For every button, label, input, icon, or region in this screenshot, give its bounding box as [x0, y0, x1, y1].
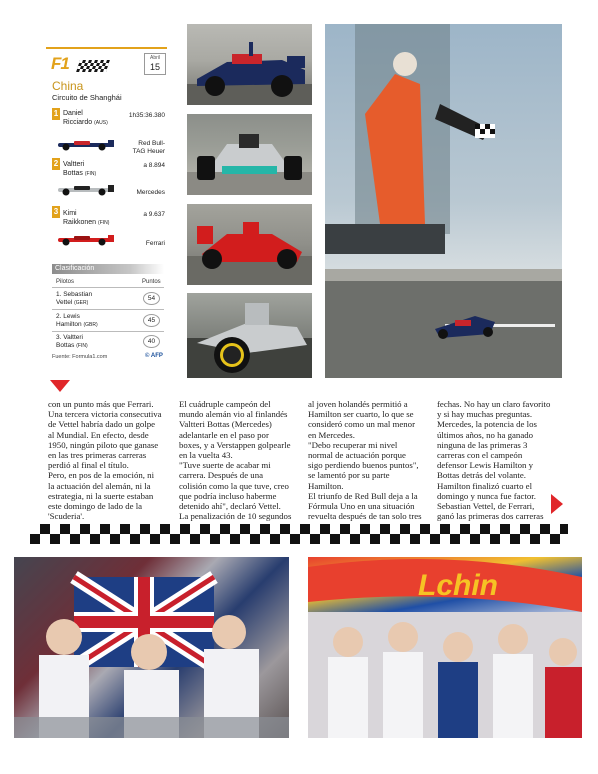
mercedes-car-photo	[187, 114, 312, 195]
standing-name-line1: 2. Lewis	[56, 313, 80, 320]
drivers-column-header: Pilotos	[56, 279, 75, 285]
article-line: La penalización de 10 segundos	[179, 511, 292, 522]
article-line: Hamilton ser cuarto, lo que se	[308, 409, 414, 420]
podium-team-1	[133, 140, 165, 156]
article-line: domingo y nunca fue factor.	[437, 490, 536, 501]
article-line: ninguna de las primeras 3	[437, 439, 528, 450]
article-line: consideró como un mal menor	[308, 419, 416, 430]
article-line: estrategia, ni la suerte estaban	[48, 490, 154, 501]
podium-time-1: 1h35:36.380	[128, 112, 165, 119]
article-line: con un punto más que Ferrari.	[48, 399, 154, 409]
podium-time-2: a 8.894	[143, 162, 165, 169]
standing-nationality: (GBR)	[83, 322, 98, 328]
article-line: boxes, y a Verstappen golpearle	[179, 439, 291, 450]
driver-last-name: Raikkonen	[63, 219, 97, 226]
date-badge	[144, 53, 166, 75]
podium-team-3: Ferrari	[145, 240, 165, 247]
podium-driver-2	[63, 160, 96, 179]
article-line: "Tuve suerte de acabar mi	[179, 460, 271, 471]
driver-first-name: Daniel	[63, 110, 83, 117]
standing-name-line2: Bottas	[56, 342, 75, 349]
standing-nationality: (GER)	[74, 300, 89, 306]
driver-first-name: Kimi	[63, 210, 77, 217]
standing-name-line1: 3. Valtteri	[56, 334, 83, 341]
podium-position-1: 1	[53, 109, 59, 118]
article-line: este domingo de lado de la	[48, 500, 143, 511]
standings-driver-2	[56, 313, 98, 329]
podium-driver-3	[63, 209, 109, 228]
ferrari-car-icon	[54, 232, 118, 246]
driver-last-name: Ricciardo	[63, 119, 93, 126]
article-line: de Vettel habría dado un golpe	[48, 419, 156, 430]
article-line: fechas. No hay un claro favorito	[437, 399, 551, 409]
article-line: 1950, ningún piloto que ganase	[48, 439, 159, 450]
standing-name-line2: Hamilton	[56, 321, 82, 328]
article-line: Fórmula Uno en una situación	[308, 500, 415, 511]
standings-driver-3	[56, 334, 88, 350]
fans-banner-text: Lchin	[418, 569, 498, 602]
article-line: se lamentó por su parte	[308, 470, 390, 481]
article-line: últimos años, no ha ganado	[437, 429, 534, 440]
divider	[52, 287, 164, 288]
article-line: Mercedes, la potencia de los	[437, 419, 537, 430]
article-line: Una tercera victoria consecutiva	[48, 409, 162, 420]
fans-photo-right	[308, 557, 582, 738]
arrow-down-icon	[50, 380, 70, 392]
driver-last-name: Bottas	[63, 170, 83, 177]
article-line: El cuádruple campeón del	[179, 399, 271, 409]
article-line: en las tres primeras carreras	[48, 449, 147, 460]
accent-line	[46, 47, 167, 49]
standing-name-line1: 1. Sebastian	[56, 291, 93, 298]
article-line: que podría incluso haberme	[179, 490, 277, 501]
article-column-2	[179, 399, 291, 521]
standing-name-line2: Vettel	[56, 299, 73, 306]
standings-points-2: 45	[143, 314, 160, 327]
article-line: El triunfo de Red Bull deja a la	[308, 490, 418, 501]
article-line: mundo alemán vio al finlandés	[179, 409, 288, 420]
article-line: carrera. Después de una	[179, 470, 264, 481]
article-line: adelantarle en el paso por	[179, 429, 269, 440]
article-line: "Debo recuperar mi nivel	[308, 439, 398, 450]
article-line: Sebastian Vettel, de Ferrari,	[437, 500, 535, 511]
article-line: al Mundial. En efecto, desde	[48, 429, 149, 440]
driver-nationality: (AUS)	[94, 120, 108, 126]
article-line: Hamilton finalizó cuarto el	[437, 480, 533, 491]
article-line: perdió al final el título.	[48, 460, 129, 471]
agency-logo: © AFP	[145, 353, 163, 359]
driver-nationality: (FIN)	[98, 220, 110, 226]
checkered-divider	[30, 524, 568, 544]
driver-nationality: (FIN)	[84, 171, 97, 177]
podium-position-3: 3	[53, 207, 59, 216]
race-country: China	[52, 79, 84, 93]
source-credit: Fuente: Formula1.com	[52, 354, 108, 360]
divider	[52, 309, 164, 310]
classification-header: Clasificación	[52, 264, 164, 274]
points-column-header: Puntos	[142, 279, 161, 285]
article-column-4	[437, 399, 550, 521]
race-circuit: Circuito de Shanghái	[52, 93, 122, 102]
article-line: colisión como la que tuve, creo	[179, 480, 289, 491]
finish-line-photo	[325, 24, 562, 378]
article-line: carreras con el campeón	[437, 449, 523, 460]
article-line: normal de actuación porque	[308, 449, 406, 460]
article-line: Hamilton.	[308, 480, 344, 491]
podium-team-2: Mercedes	[136, 189, 165, 196]
date-day: 15	[149, 62, 160, 72]
redbull-car-icon	[54, 137, 118, 151]
f1-logo-text: F1	[51, 54, 69, 73]
hamilton-car-photo	[187, 293, 312, 378]
checkered-flag-icon	[76, 60, 110, 72]
f1-logo	[51, 56, 111, 76]
article-line: 'Scuderia'.	[48, 511, 85, 522]
arrow-right-icon[interactable]	[551, 494, 563, 514]
fans-photo-left	[14, 557, 289, 738]
article-column-3	[308, 399, 422, 521]
podium-time-3: a 9.637	[143, 211, 165, 218]
article-line: la actuación del alemán, ni la	[48, 480, 151, 491]
date-month: Abril	[149, 55, 160, 61]
standings-points-3: 40	[143, 335, 160, 348]
article-line: al joven holandés permitió a	[308, 399, 408, 409]
article-line: Bottas detrás del volante.	[437, 470, 526, 481]
podium-position-2: 2	[53, 159, 59, 168]
team-name-line2: TAG Heuer	[132, 148, 165, 155]
article-line: Valtteri Bottas (Mercedes)	[179, 419, 272, 430]
redbull-car-photo	[187, 24, 312, 105]
article-line: sigo perdiendo buenos puntos",	[308, 460, 419, 471]
article-line: en Mercedes.	[308, 429, 355, 440]
article-line: y si hay muchas preguntas.	[437, 409, 533, 420]
article-line: Pero, en pos de la emoción, ni	[48, 470, 155, 481]
article-line: revuelta después de tan solo tres	[308, 511, 422, 522]
agency-name: AFP	[150, 353, 163, 359]
standing-nationality: (FIN)	[76, 343, 88, 349]
article-line: defensor Lewis Hamilton y	[437, 460, 534, 471]
article-line: en la vuelta 43.	[179, 449, 233, 460]
article-line: ganó las primeras dos carreras	[437, 511, 544, 522]
team-name-line1: Red Bull-	[138, 140, 165, 147]
article-line: detenido ahí", declaró Vettel.	[179, 500, 281, 511]
podium-driver-1	[63, 109, 108, 128]
driver-first-name: Valtteri	[63, 161, 85, 168]
article-column-1	[48, 399, 162, 521]
mercedes-car-icon	[54, 182, 118, 196]
divider	[52, 331, 164, 332]
ferrari-car-photo	[187, 204, 312, 285]
standings-points-1: 54	[143, 292, 160, 305]
race-results-panel	[46, 47, 167, 369]
standings-driver-1	[56, 291, 92, 307]
